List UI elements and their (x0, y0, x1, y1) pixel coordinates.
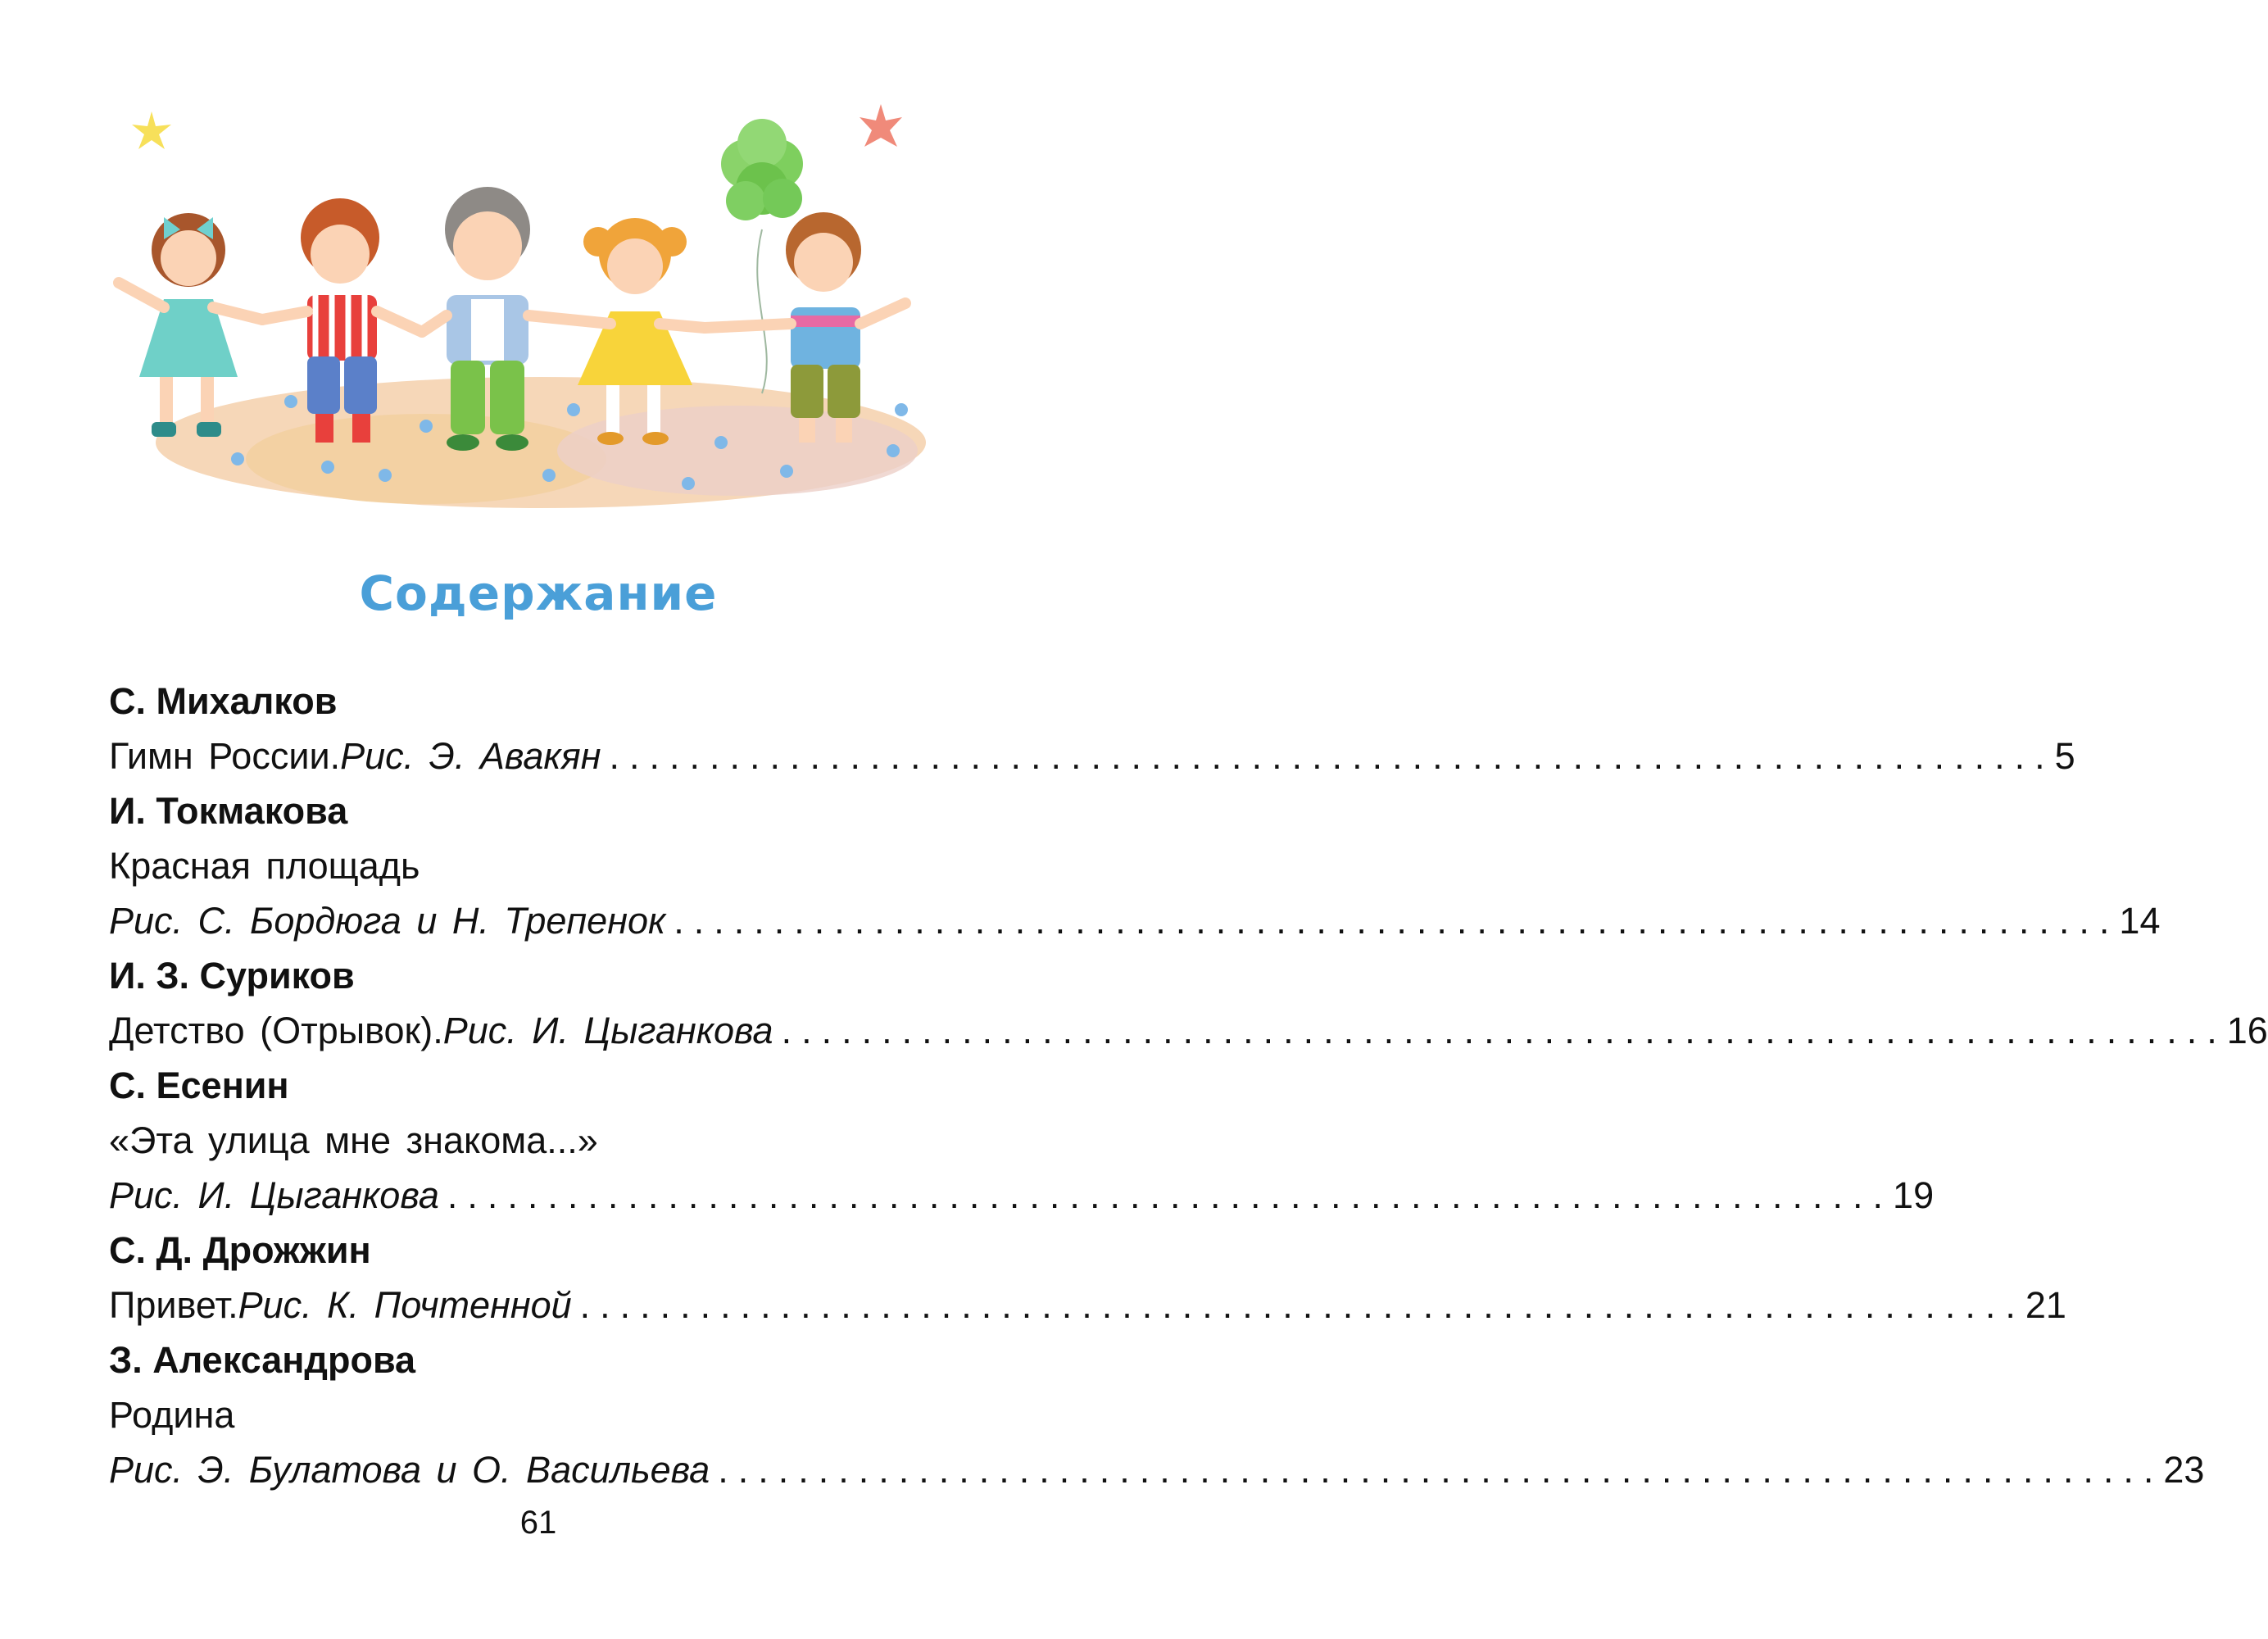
toc-entry: Детство (Отрывок). Рис. И. Цыганкова ........................................................................ 16 (109, 1003, 955, 1058)
toc-author: С. Михалков (109, 680, 338, 722)
pink-star-icon (860, 104, 902, 147)
table-of-contents (109, 674, 2268, 1497)
toc-entry: Родина (109, 1394, 235, 1436)
toc-author: З. Александрова (109, 1339, 416, 1381)
dot-leader: ........................................................................ (447, 1174, 1894, 1216)
toc-author: И. З. Суриков (109, 955, 355, 997)
page-ref: 21 (2025, 1284, 2066, 1326)
dot-leader: ........................................................................ (579, 1284, 2025, 1326)
toc-entry: Привет. Рис. К. Почтенной ........................................................................ 21 (109, 1278, 955, 1333)
toc-author: С. Есенин (109, 1065, 289, 1106)
toc-author: И. Токмакова (109, 790, 348, 832)
page-ref: 16 (2226, 1010, 2268, 1051)
dot-leader: ........................................................................ (781, 1010, 2227, 1051)
page-number: 61 (519, 1505, 557, 1541)
dot-leader: ........................................................................ (674, 900, 2120, 942)
toc-entry: Гимн России. Рис. Э. Авакян ........................................................................ 5 (109, 729, 955, 783)
toc-entry: Рис. Э. Булатова и О. Васильева ........................................................................ 23 (109, 1442, 955, 1497)
dot-leader: ........................................................................ (718, 1449, 2164, 1491)
children-holding-hands-illustration (115, 98, 967, 524)
page-ref: 23 (2163, 1449, 2205, 1491)
dot-leader: ........................................................................ (609, 735, 2055, 777)
toc-entry: Рис. С. Бордюга и Н. Трепенок ........................................................................ 14 (109, 893, 955, 948)
toc-entry: Красная площадь (109, 845, 420, 887)
toc-entry: Рис. И. Цыганкова ........................................................................ 19 (109, 1168, 955, 1223)
yellow-star-icon (132, 111, 171, 149)
toc-author: С. Д. Дрожжин (109, 1229, 371, 1271)
page-ref: 14 (2119, 900, 2161, 942)
toc-entry: «Эта улица мне знакома...» (109, 1119, 598, 1161)
page-ref: 5 (2054, 735, 2075, 777)
page-title: Содержание (359, 565, 718, 621)
page-ref: 19 (1893, 1174, 1935, 1216)
